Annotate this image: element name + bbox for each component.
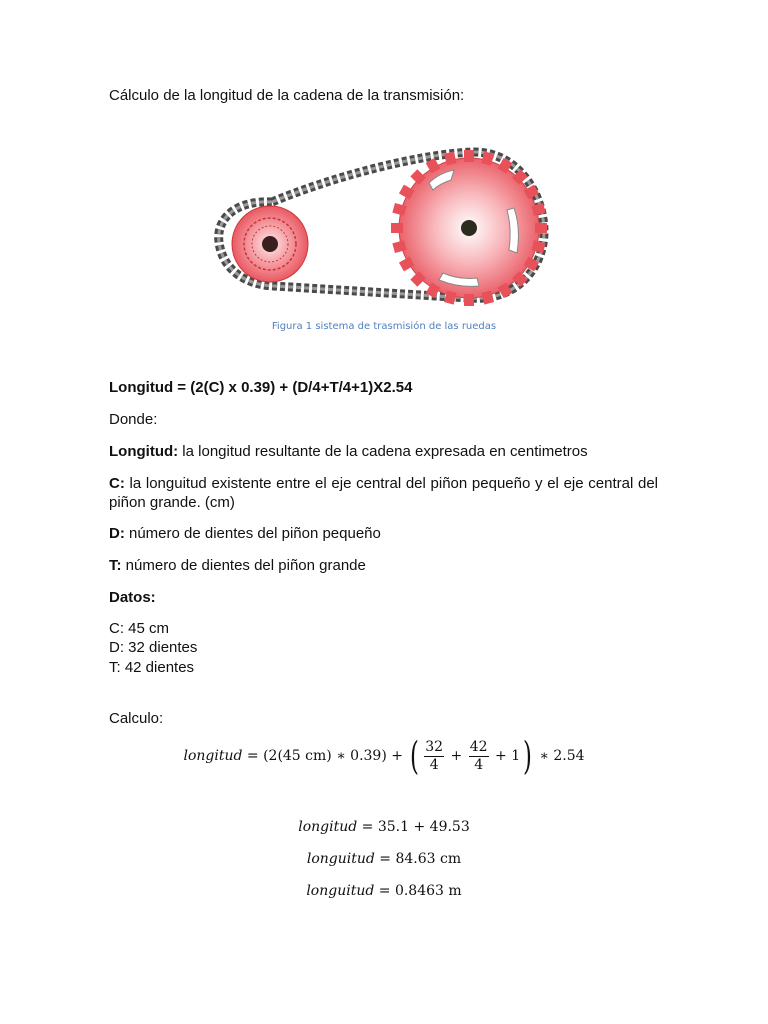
gear-tooth (535, 223, 547, 233)
equation-4: longuitud = 0.8463 m (306, 883, 462, 899)
document-title: Cálculo de la longitud de la cadena de la transmisión: (109, 87, 465, 104)
large-gear (391, 150, 547, 306)
definition-d: D: número de dientes del piñon pequeño (109, 525, 381, 542)
definition-t: T: número de dientes del piñon grande (109, 557, 366, 574)
large-gear-axle (461, 220, 477, 236)
equation-3: longuitud = 84.63 cm (306, 851, 462, 867)
datos-label: Datos: (109, 589, 156, 606)
chain-transmission-figure (214, 140, 554, 310)
dato-t: T: 42 dientes (109, 659, 195, 676)
small-gear (232, 206, 308, 282)
calculo-label: Calculo: (109, 710, 164, 727)
formula: Longitud = (2(C) x 0.39) + (D/4+T/4+1)X2.54 (109, 379, 413, 396)
small-gear-axle (262, 236, 278, 252)
equation-2: longitud = 35.1 + 49.53 (298, 819, 470, 835)
donde-label: Donde: (109, 411, 158, 428)
gear-tooth (391, 223, 403, 233)
dato-d: D: 32 dientes (109, 639, 198, 656)
gear-tooth (464, 294, 474, 306)
definition-longitud: Longitud: la longitud resultante de la cadena expresada en centimetros (109, 443, 588, 460)
dato-c: C: 45 cm (109, 620, 170, 637)
figure-caption: Figura 1 sistema de trasmisión de las ruedas (271, 321, 497, 332)
definition-c: C: la longuitud existente entre el eje central del piñon pequeño y el eje central del piñon grande. (cm) (109, 475, 658, 511)
gear-tooth (464, 150, 474, 162)
equation-1: longitud = (2(45 cm) ∗ 0.39) + ( $\frac{32}{4}$ + $\frac{42}{4}$ + 1) ∗ 2.54 (183, 734, 585, 778)
